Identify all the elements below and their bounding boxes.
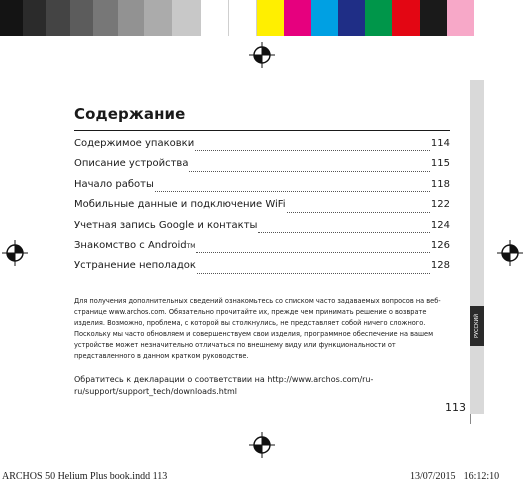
- slug-date: 13/07/2015: [410, 471, 456, 482]
- calibration-swatch: [23, 0, 46, 36]
- calibration-swatch: [118, 0, 144, 36]
- toc-entry-page: 115: [430, 158, 450, 170]
- calibration-swatch: [392, 0, 420, 36]
- toc-entry-page: 114: [430, 138, 450, 149]
- toc-dot-leader: [155, 191, 430, 192]
- slug-file-name: ARCHOS 50 Helium Plus book.indd 113: [2, 471, 168, 482]
- calibration-swatch: [93, 0, 118, 36]
- toc-entry-page: 122: [430, 199, 450, 211]
- toc-dot-leader: [195, 150, 430, 151]
- calibration-swatch: [201, 0, 229, 36]
- calibration-swatch: [46, 0, 70, 36]
- toc-entry[interactable]: [74, 199, 450, 219]
- registration-mark-left-icon: [2, 240, 28, 266]
- slug-time: 16:12:10: [463, 471, 500, 482]
- toc-entry[interactable]: [74, 179, 450, 199]
- page-title: Содержание: [74, 105, 450, 131]
- toc-entry-label: Начало работы: [74, 178, 154, 190]
- calibration-swatch: [257, 0, 284, 36]
- calibration-swatch: [365, 0, 392, 36]
- toc-entry-label: Устранение неполадок: [74, 260, 196, 272]
- calibration-swatch: [420, 0, 447, 36]
- calibration-swatch: [229, 0, 257, 36]
- toc-list: [74, 138, 450, 281]
- registration-mark-right-icon: [497, 240, 523, 266]
- calibration-swatch: [144, 0, 172, 36]
- toc-entry[interactable]: [74, 240, 450, 260]
- language-tab-label: РУССКИЙ: [474, 313, 480, 339]
- toc-entry-page: 118: [430, 178, 450, 190]
- calibration-swatch: [338, 0, 365, 36]
- toc-dot-leader: [189, 171, 429, 172]
- calibration-swatch: [70, 0, 93, 36]
- page-number-rule: [470, 414, 471, 424]
- calibration-swatch: [172, 0, 201, 36]
- registration-mark-bottom-icon: [249, 432, 275, 458]
- calibration-swatch: [447, 0, 474, 36]
- toc-entry-label: Мобильные данные и подключение WiFi: [74, 199, 286, 211]
- toc-entry[interactable]: [74, 158, 450, 178]
- support-note: Для получения дополнительных сведений ознакомьтесь со списком часто задаваемых вопросов на веб-странице www.archos.com. Обязательно прочитайте их, прежде чем принимать решение о возврате изделия. Возможно, проблема, с которой вы столкнулись, не представляет собой ничего сложного. Поскольку мы часто обновляем и совершенствуем свои изделия, программное обеспечение на вашем устройстве может незначительно отличаться по внешнему виду или функциональности от представленного в данном кратком руководстве.: [74, 297, 441, 360]
- calibration-swatch: [311, 0, 338, 36]
- slug-timestamp: [410, 471, 499, 482]
- toc-dot-leader: [197, 273, 430, 274]
- color-calibration-bar: [0, 0, 525, 36]
- toc-entry-page: 128: [430, 260, 450, 272]
- toc-entry[interactable]: [74, 220, 450, 240]
- toc-dot-leader: [196, 252, 429, 253]
- calibration-swatch: [0, 0, 23, 36]
- toc-dot-leader: [287, 212, 430, 213]
- registration-mark-top-icon: [249, 42, 275, 68]
- language-tab-strip: [470, 80, 484, 414]
- toc-dot-leader: [258, 232, 429, 233]
- toc-entry-page: 126: [430, 239, 450, 251]
- toc-entry-label: Знакомство с Android: [74, 239, 187, 251]
- toc-entry-label: Учетная запись Google и контакты: [74, 219, 258, 231]
- toc-entry-label: Описание устройства: [74, 158, 189, 170]
- table-of-contents: [74, 105, 450, 281]
- toc-entry-label: Содержимое упаковки: [74, 138, 195, 149]
- toc-entry[interactable]: [74, 138, 450, 158]
- toc-entry[interactable]: [74, 260, 450, 280]
- language-tab: [470, 306, 484, 346]
- declaration-text: Обратитесь к декларации о соответствии на http://www.archos.com/ru-ru/support/support_tech/downloads.html: [74, 375, 374, 396]
- trademark-superscript: TM: [186, 242, 196, 250]
- page-number: 113: [445, 401, 466, 414]
- calibration-swatch: [284, 0, 311, 36]
- toc-entry-page: 124: [430, 219, 450, 231]
